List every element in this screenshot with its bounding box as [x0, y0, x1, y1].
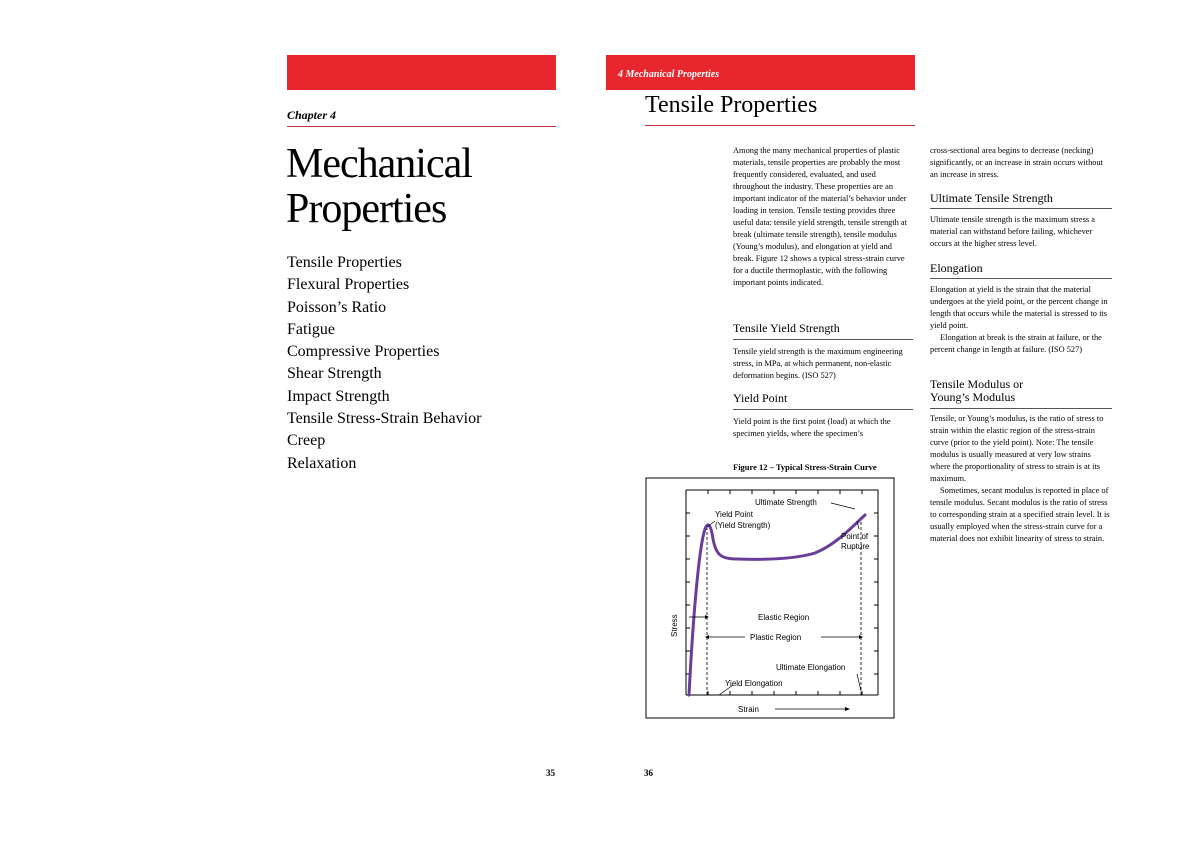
elongation-paragraph-2: Elongation at break is the strain at failure, or the percent change in length at failure. (ISO 527)	[930, 333, 1102, 354]
ultimate-tensile-strength-heading: Ultimate Tensile Strength	[930, 191, 1053, 205]
label-point-of: Point of	[841, 532, 869, 541]
yield-point-text: Yield point is the first point (load) at which the specimen yields, where the specimen’s	[733, 417, 891, 438]
toc-item: Fatigue	[287, 320, 335, 338]
label-elastic-region: Elastic Region	[758, 613, 810, 622]
ultimate-tensile-strength-text: Ultimate tensile strength is the maximum stress a material can withstand before failing, whichever occurs at the higher stress level.	[930, 215, 1095, 248]
label-yield-elongation: Yield Elongation	[725, 679, 783, 688]
toc-item: Shear Strength	[287, 365, 382, 383]
tensile-modulus-heading-line2: Young’s Modulus	[930, 390, 1016, 404]
label-strain: Strain	[738, 705, 759, 714]
heading-rule	[930, 278, 1112, 279]
chapter-title	[286, 142, 556, 232]
heading-rule	[733, 409, 913, 410]
chapter-rule	[287, 126, 556, 127]
label-rupture: Rupture	[841, 542, 870, 551]
toc-item: Impact Strength	[287, 387, 390, 405]
label-ultimate-strength: Ultimate Strength	[755, 498, 817, 507]
intro-text: Among the many mechanical properties of plastic materials, tensile properties are probably the most frequently considered, evaluated, and used throughout the industry. These properties are an important indicator of the material’s behavior under loading in tension. Tensile testing provides three useful data: tensile yield strength, tensile strength at break (ultimate tensile strength), tensile modulus (Young’s modulus), and elongation at yield and break. Figure 12 shows a typical stress-strain curve for a ductile thermoplastic, with the following important points indicated.	[733, 146, 907, 287]
toc-item: Tensile Properties	[287, 254, 402, 271]
label-stress: Stress	[670, 614, 679, 637]
right-page-number: 36	[644, 768, 653, 778]
tensile-modulus-heading-line1: Tensile Modulus or	[930, 377, 1024, 391]
yield-point-heading: Yield Point	[733, 391, 788, 405]
tensile-modulus-paragraph-1: Tensile, or Young’s modulus, is the ratio of stress to strain within the elastic region of the stress-strain curve (prior to the yield point). Note: The tensile modulus is usually measured at very low strains where the proportionality of stress to strain is at its maximum.	[930, 414, 1104, 483]
toc-item: Tensile Stress-Strain Behavior	[287, 410, 482, 428]
section-header-label: 4 Mechanical Properties	[618, 69, 720, 80]
toc-item: Creep	[287, 432, 326, 450]
chapter-title-line2: Properties	[286, 186, 447, 232]
tensile-modulus-text	[930, 413, 1112, 545]
tensile-modulus-paragraph-2: Sometimes, secant modulus is reported in place of tensile modulus. Secant modulus is the ratio of stress to corresponding strain at a specified strain level. It is usually employed when the stress-strain curve for a material does not exhibit linearity of stress to strain.	[930, 486, 1110, 543]
toc-item: Flexural Properties	[287, 276, 410, 294]
elongation-paragraph-1: Elongation at yield is the strain that the material undergoes at the yield point, or the percent change in length that occurs while the material is stressed to its yield point.	[930, 285, 1108, 330]
stress-strain-figure	[645, 477, 895, 719]
title-rule	[645, 125, 915, 126]
intro-paragraph	[733, 145, 913, 289]
tensile-yield-strength-heading: Tensile Yield Strength	[733, 321, 840, 335]
left-page-number: 35	[546, 768, 555, 778]
left-header-bar	[287, 55, 556, 90]
chapter-label: Chapter 4	[287, 108, 337, 122]
right-header-bar	[606, 55, 915, 90]
label-yield-strength: (Yield Strength)	[715, 521, 771, 530]
toc-item: Compressive Properties	[287, 343, 440, 361]
tensile-modulus-heading	[930, 378, 1023, 404]
elongation-heading: Elongation	[930, 261, 983, 275]
heading-rule	[930, 208, 1112, 209]
heading-rule	[733, 339, 913, 340]
yield-point-continued: cross-sectional area begins to decrease (necking) significantly, or an increase in strain occurs without an increase in stress.	[930, 146, 1103, 179]
toc-item: Relaxation	[287, 454, 357, 472]
label-yield-point: Yield Point	[715, 510, 753, 519]
figure-caption: Figure 12 – Typical Stress-Strain Curve	[733, 462, 877, 472]
heading-rule	[930, 408, 1112, 409]
chapter-title-line1: Mechanical	[286, 141, 472, 187]
label-plastic-region: Plastic Region	[750, 633, 802, 642]
label-ultimate-elongation: Ultimate Elongation	[776, 663, 846, 672]
tensile-yield-strength-text: Tensile yield strength is the maximum engineering stress, in MPa, at which permanent, non-elastic deformation begins. (ISO 527)	[733, 347, 903, 380]
page-title: Tensile Properties	[645, 92, 818, 118]
toc-item: Poisson’s Ratio	[287, 298, 387, 316]
elongation-text	[930, 284, 1112, 356]
chapter-contents-list	[287, 252, 556, 475]
